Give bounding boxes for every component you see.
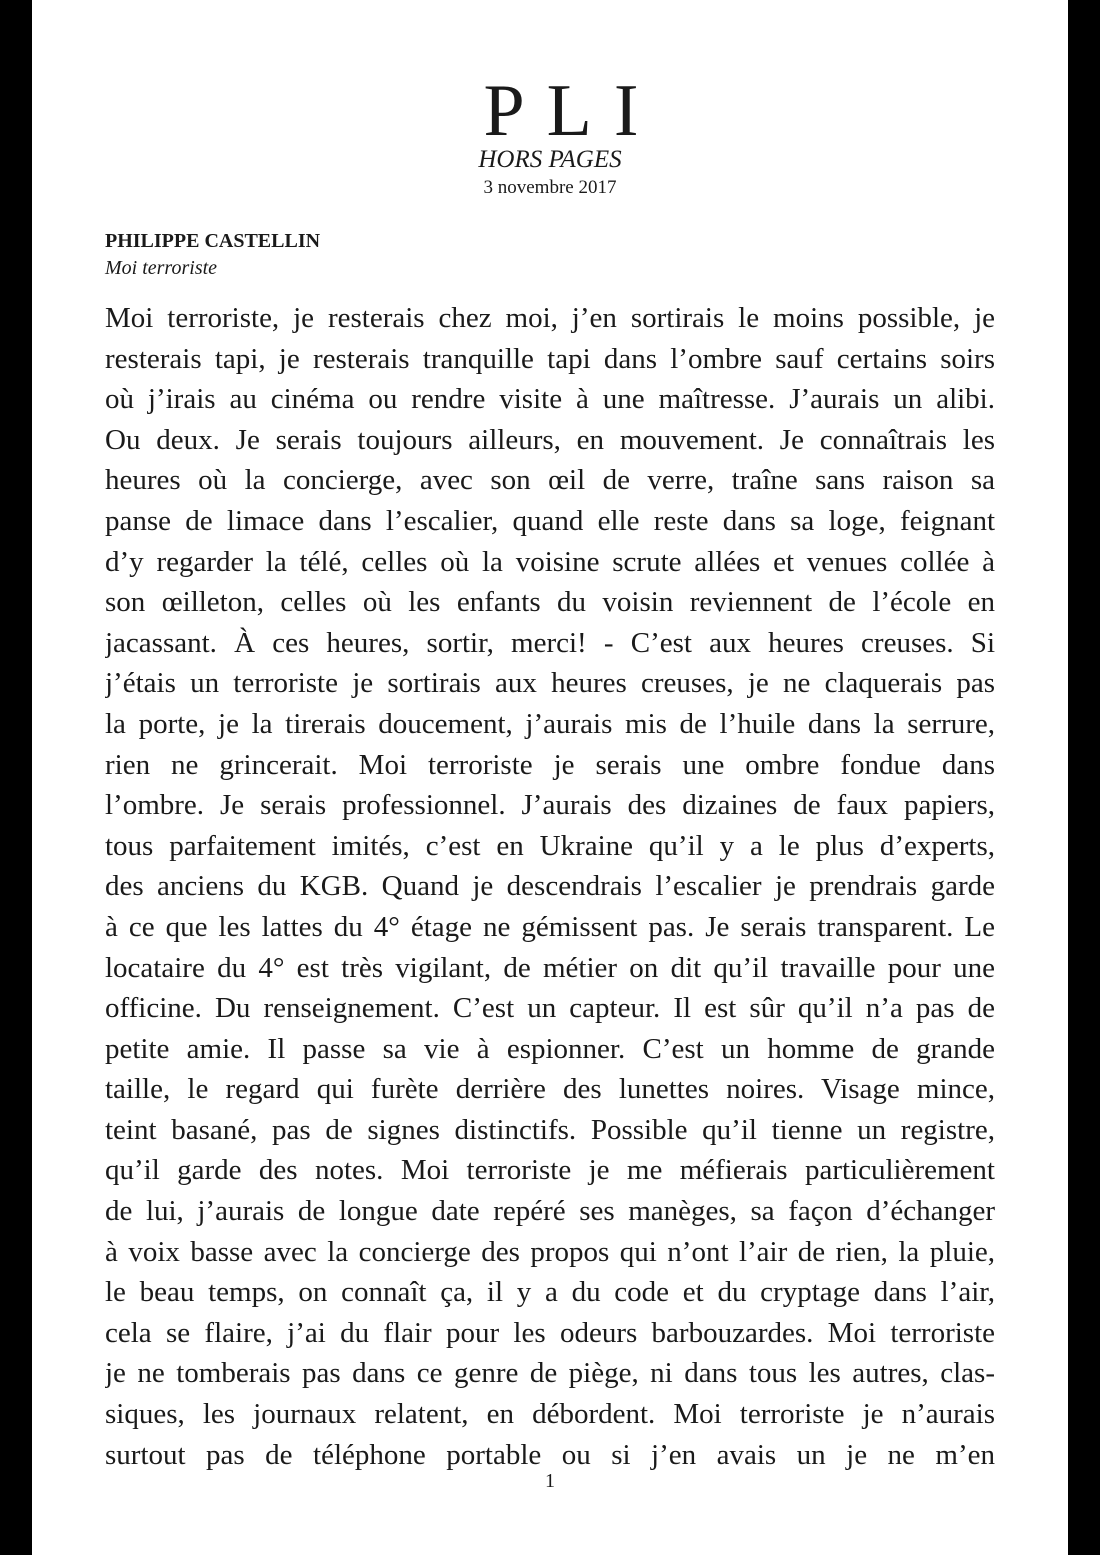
body-line: Moi terroriste, je resterais chez moi, j’en sortirais le moins possible, je [105, 302, 995, 334]
body-line: le beau temps, on connaît ça, il y a du code et du cryptage dans l’air, [105, 1276, 995, 1309]
body-line: des anciens du KGB. Quand je descendrais l’escalier je prendrais garde [105, 870, 995, 903]
body-line: taille, le regard qui furète derrière des lunettes noires. Visage mince, [105, 1073, 995, 1106]
body-line: cela se flaire, j’ai du flair pour les odeurs barbouzardes. Moi terroriste [105, 1316, 995, 1349]
page-number: 1 [545, 1470, 555, 1492]
body-line: siques, les journaux relatent, en débordent. Moi terroriste je n’aurais [105, 1398, 995, 1431]
body-line: la porte, je la tirerais doucement, j’aurais mis de l’huile dans la serrure, [105, 707, 995, 740]
document-page [32, 0, 1068, 1555]
journal-logo: PLI [483, 70, 661, 152]
article-body [105, 298, 995, 1475]
body-line: à voix basse avec la concierge des propos qui n’ont l’air de rien, la pluie, [105, 1235, 995, 1268]
body-line: j’étais un terroriste je sortirais aux heures creuses, je ne claquerais pas [105, 667, 995, 700]
body-line: panse de limace dans l’escalier, quand elle reste dans sa loge, feignant [105, 504, 995, 537]
body-line: qu’il garde des notes. Moi terroriste je me méfierais particulièrement [105, 1154, 995, 1187]
body-line: rien ne grincerait. Moi terroriste je serais une ombre fondue dans [105, 748, 995, 781]
body-line: son œilleton, celles où les enfants du voisin reviennent de l’école en [105, 586, 995, 619]
body-line: petite amie. Il passe sa vie à espionner. C’est un homme de grande [105, 1032, 995, 1065]
body-line: teint basané, pas de signes distinctifs. Possible qu’il tienne un registre, [105, 1113, 995, 1146]
body-line: locataire du 4° est très vigilant, de métier on dit qu’il travaille pour une [105, 951, 995, 984]
body-line: je ne tomberais pas dans ce genre de piège, ni dans tous les autres, clas- [105, 1357, 995, 1390]
journal-subtitle: HORS PAGES [478, 146, 622, 173]
body-line: où j’irais au cinéma ou rendre visite à une maîtresse. J’aurais un alibi. [105, 383, 995, 416]
body-line: heures où la concierge, avec son œil de verre, traîne sans raison sa [105, 464, 995, 497]
issue-date: 3 novembre 2017 [483, 177, 617, 198]
article-title: Moi terroriste [105, 257, 218, 279]
body-line: d’y regarder la télé, celles où la voisine scrute allées et venues collée à [105, 545, 995, 578]
body-line: resterais tapi, je resterais tranquille tapi dans l’ombre sauf certains soirs [105, 342, 995, 375]
body-line: tous parfaitement imités, c’est en Ukraine qu’il y a le plus d’experts, [105, 829, 995, 862]
body-line: officine. Du renseignement. C’est un capteur. Il est sûr qu’il n’a pas de [105, 992, 995, 1025]
author-name: PHILIPPE CASTELLIN [105, 230, 321, 252]
body-line: surtout pas de téléphone portable ou si j’en avais un je ne m’en [105, 1438, 995, 1471]
body-line: Ou deux. Je serais toujours ailleurs, en mouvement. Je connaîtrais les [105, 423, 995, 456]
body-line: jacassant. À ces heures, sortir, merci! - C’est aux heures creuses. Si [105, 626, 995, 659]
body-line: à ce que les lattes du 4° étage ne gémissent pas. Je serais transparent. Le [105, 910, 995, 943]
body-line: de lui, j’aurais de longue date repéré ses manèges, sa façon d’échanger [105, 1195, 995, 1228]
body-line: l’ombre. Je serais professionnel. J’aurais des dizaines de faux papiers, [105, 789, 995, 822]
